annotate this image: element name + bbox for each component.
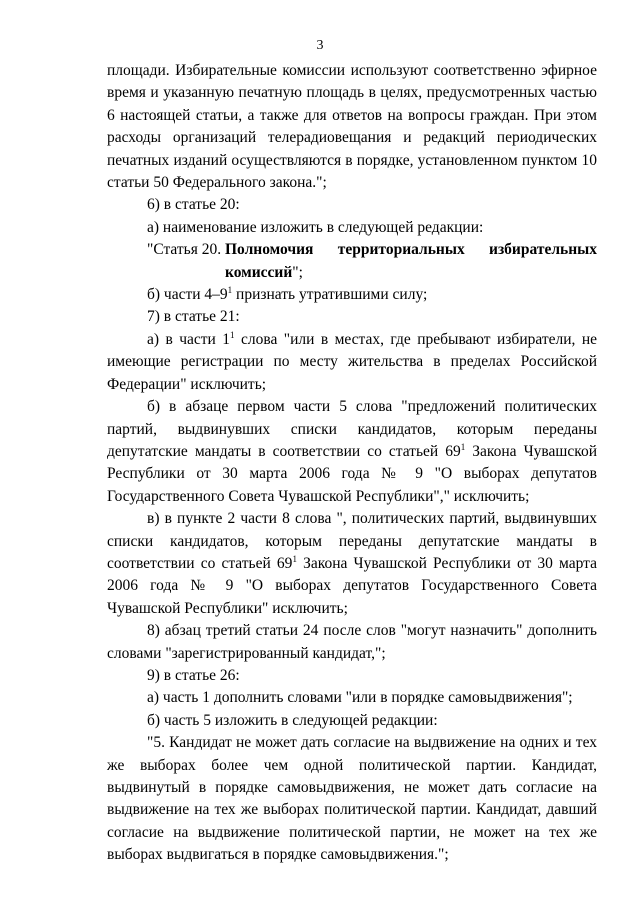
paragraph-continuation: площади. Избирательные комиссии используют соответственно эфирное время и указанную печатную площадь в целях, предусмотренных частью 6 настоящей статьи, а также для ответов на вопросы граждан. При этом расходы организаций телерадиовещания и редакций периодических печатных изданий осуществляются в порядке, установленном пунктом 10 статьи 50 Федерального закона.";: [107, 62, 597, 192]
document-body: [107, 60, 597, 867]
page-number: 3: [316, 38, 324, 53]
paragraph-item-9b: б) часть 5 изложить в следующей редакции:: [147, 711, 438, 729]
article-20-label: "Статья 20.: [147, 241, 222, 259]
paragraph-item-7b: б) в абзаце первом части 5 слова "предложений политических партий, выдвинувших списки кандидатов, которым переданы депутатские мандаты в соответствии со статьей $69^1$ Закона Чувашской Республики от 30 марта 2006 года № 9 "О выборах депутатов Государственного Совета Чувашской Республики"," исключить;: [107, 398, 597, 505]
paragraph-item-9: 9) в статье 26:: [147, 666, 240, 684]
paragraph-item-7: 7) в статье 21:: [147, 308, 240, 326]
paragraph-item-7a: а) в части $1^1$ слова "или в местах, где пребывают избиратели, не имеющие регистрации по месту жительства в пределах Российской Федерации" исключить;: [107, 329, 598, 393]
paragraph-item-6a: а) наименование изложить в следующей редакции:: [147, 218, 484, 236]
paragraph-part-5-text: "5. Кандидат не может дать согласие на выдвижение на одних и тех же выборах более чем одной политической партии. Кандидат, выдвинутый в порядке самовыдвижения, не может дать согласие на выдвижение на тех же выборах политической партии. Кандидат, давший согласие на выдвижение политической партии, не может на тех же выборах выдвигаться в порядке самовыдвижения.";: [107, 734, 597, 864]
paragraph-item-6: 6) в статье 20:: [147, 196, 240, 214]
paragraph-item-8: 8) абзац третий статьи 24 после слов "могут назначить" дополнить словами "зарегистрированный кандидат,";: [107, 622, 597, 662]
article-20-title: Полномочия территориальных избирательных комиссий";: [225, 241, 597, 281]
article-20-heading: [107, 239, 597, 284]
paragraph-item-9a: а) часть 1 дополнить словами "или в порядке самовыдвижения";: [147, 689, 573, 707]
paragraph-item-7c: в) в пункте 2 части 8 слова ", политических партий, выдвинувших списки кандидатов, которым переданы депутатские мандаты в соответствии со статьей $69^1$ Закона Чувашской Республики от 30 марта 2006 года № 9 "О выборах депутатов Государственного Совета Чувашской Республики" исключить;: [107, 510, 597, 617]
paragraph-item-6b: б) части $4-9^1$ признать утратившими силу;: [147, 284, 428, 304]
